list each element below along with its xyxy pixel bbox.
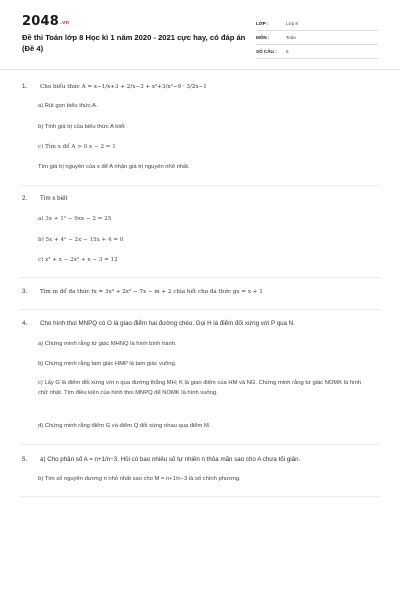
header-divider: [0, 69, 400, 70]
meta-label: MÔN :: [256, 35, 270, 40]
question-number: 3.: [22, 288, 28, 295]
sub-question: b) Chứng minh rằng tam giác HMP là tam giác vuông.: [38, 361, 177, 367]
question-stem: Cho biểu thức A = x−1/x+3 + 2/x−3 + x²+3/x²−9 · 3/2x−1: [40, 84, 207, 90]
sub-question: b) 5x + 4² − 2x − 15x + 4 = 0: [38, 237, 124, 243]
page-header: [0, 0, 400, 70]
question-stem: Tìm m để đa thức fx = 3x³ + 2x² − 7x − m + 2 chia hết cho đa thức gx = x + 1: [40, 289, 263, 295]
site-logo[interactable]: 2048.vn: [22, 14, 70, 29]
sub-question: c) Tìm x để A > 0 x − 2 = 1: [38, 144, 116, 150]
sub-question: c) Lấy G là điểm đối xứng với n qua đường thẳng MH; K là giao điểm của HM và NG. Chứng minh rằng tứ giác NOMK là hình chữ nhật. Tìm điều kiện của hình thoi MNPQ để NOMK là hình vuông.: [38, 380, 362, 396]
meta-label: LỚP :: [256, 21, 269, 26]
document-title: Đề thi Toán lớp 8 Học kì 1 năm 2020 - 2021 cực hay, có đáp án (Đề 4): [22, 33, 246, 53]
meta-value: Lớp 8: [286, 21, 298, 26]
question-number: 5.: [22, 456, 28, 463]
question-stem: Tìm x biết: [40, 195, 68, 202]
sub-question: b) Tìm số nguyên dương n nhỏ nhất sao cho M = n+1/n−3 là số chính phương.: [38, 476, 241, 482]
question-number: 4.: [22, 320, 28, 327]
meta-value: 5: [286, 49, 289, 54]
question-divider: [20, 309, 380, 310]
question-divider: [20, 444, 380, 445]
question-divider: [20, 185, 380, 186]
sub-question: c) x³ + x − 2x² + x − 3 = 12: [38, 257, 118, 263]
sub-question: a) Rút gọn biểu thức A.: [38, 103, 98, 109]
sub-question: b) Tính giá trị của biểu thức A biết: [38, 124, 125, 130]
meta-value: Toán: [286, 35, 296, 40]
meta-row-class: [256, 17, 378, 31]
exam-meta-table: [256, 17, 378, 59]
sub-question: Tìm giá trị nguyên của x để A nhận giá trị nguyên nhỏ nhất.: [38, 164, 190, 170]
sub-question: a) Chứng minh rằng tứ giác MHNQ là hình bình hành.: [38, 341, 177, 347]
question-stem: Cho hình thoi MNPQ có O là giao điểm hai đường chéo. Gọi H là điểm đối xứng với P qua N.: [40, 320, 295, 327]
meta-row-count: [256, 45, 378, 59]
meta-label: SỐ CÂU :: [256, 49, 277, 54]
sub-question: d) Chứng minh rằng điểm G và điểm Q đối xứng nhau qua điểm M.: [38, 423, 211, 429]
meta-row-subject: [256, 31, 378, 45]
sub-question: a) 3x + 1² − 9xx − 2 = 25: [38, 216, 112, 222]
question-divider: [20, 496, 380, 497]
question-stem: a) Cho phân số A = n+1/n−3. Hỏi có bao nhiêu số tự nhiên n thỏa mãn sao cho A chưa tối giản.: [40, 456, 301, 463]
question-divider: [20, 277, 380, 278]
question-number: 1.: [22, 83, 28, 90]
question-number: 2.: [22, 195, 28, 202]
